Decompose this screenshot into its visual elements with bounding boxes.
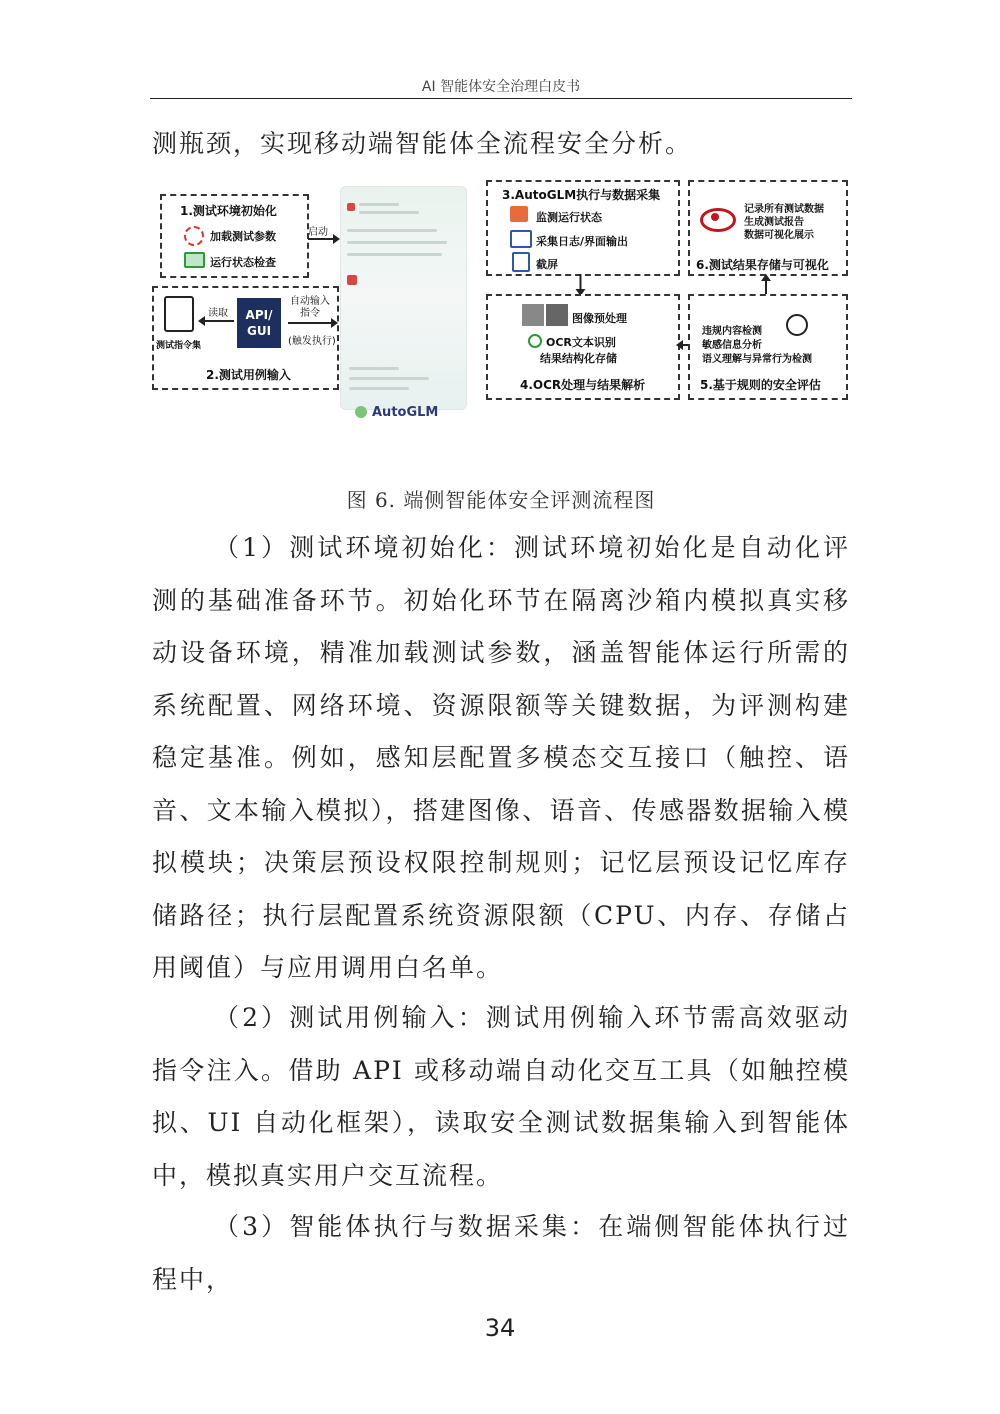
image-icon — [522, 304, 544, 326]
box5-title: 5.基于规则的安全评估 — [700, 378, 821, 392]
loading-icon — [184, 226, 204, 246]
image-icon — [546, 304, 568, 326]
arrow-3-to-4 — [580, 274, 582, 292]
autoglm-logo-icon — [355, 406, 367, 418]
box5-item2: 敏感信息分析 — [702, 340, 762, 351]
screenshot-icon — [512, 252, 530, 272]
phone-line — [347, 253, 442, 256]
box3-item2: 采集日志/界面输出 — [536, 235, 629, 248]
eye-pupil-icon — [711, 213, 719, 221]
phone-line — [347, 241, 447, 244]
gui-label: GUI — [246, 324, 272, 338]
box4-title: 4.OCR处理与结果解析 — [520, 378, 646, 392]
box6-item2: 生成测试报告 — [744, 217, 804, 228]
box6-item3: 数据可视化展示 — [744, 230, 814, 241]
log-icon — [510, 230, 532, 248]
arrow-5-to-6 — [765, 278, 767, 294]
start-label: 启动 — [308, 227, 328, 238]
database-search-icon — [786, 314, 808, 336]
phone-line — [349, 377, 429, 380]
eye-icon — [700, 208, 736, 232]
phone-line — [359, 203, 399, 206]
box3-item1: 监测运行状态 — [536, 211, 602, 224]
box4-item3: 结果结构化存储 — [540, 352, 617, 365]
paragraph-1: （1）测试环境初始化：测试环境初始化是自动化评测的基础准备环节。初始化环节在隔离沙箱内模拟真实移动设备环境，精准加载测试参数，涵盖智能体运行所需的系统配置、网络环境、资源限额等关键数据，为评测构建稳定基准。例如，感知层配置多模态交互接口（触控、语音、文本输入模拟），搭建图像、语音、传感器数据输入模拟模块；决策层预设权限控制规则；记忆层预设记忆库存储路径；执行层配置系统资源限额（CPU、内存、存储占用阈值）与应用调用白名单。 — [152, 533, 850, 982]
input-arrow — [288, 322, 336, 324]
box-env-init — [160, 194, 309, 278]
read-arrow — [200, 320, 234, 322]
box6-title: 6.测试结果存储与可视化 — [696, 258, 829, 272]
paragraph-3: （3）智能体执行与数据采集：在端侧智能体执行过程中， — [152, 1212, 850, 1294]
box1-title: 1.测试环境初始化 — [180, 204, 277, 218]
phone-line — [349, 387, 409, 390]
clipboard-icon — [164, 296, 194, 332]
monitor-icon — [184, 252, 205, 268]
box2-title: 2.测试用例输入 — [206, 368, 291, 382]
page-number: 34 — [484, 1314, 516, 1342]
box4-item1: 图像预处理 — [572, 312, 627, 325]
box4-item2: OCR文本识别 — [546, 336, 616, 349]
intro-line: 测瓶颈，实现移动端智能体全流程安全分析。 — [152, 129, 693, 158]
box6-item1: 记录所有测试数据 — [744, 204, 824, 215]
read-label: 读取 — [208, 308, 228, 319]
auto-input-label2: 指令 — [300, 308, 320, 319]
running-header: AI 智能体安全治理白皮书 — [421, 79, 581, 95]
api-label: API/ — [245, 308, 273, 322]
box5-item1: 违规内容检测 — [702, 326, 762, 337]
app-icon — [347, 275, 357, 285]
api-gui-block — [237, 298, 281, 348]
box-rule-eval — [688, 294, 848, 400]
box-exec-collect — [486, 180, 680, 276]
phone-brand: AutoGLM — [372, 405, 439, 420]
box5-item3: 语义理解与异常行为检测 — [702, 354, 812, 365]
phone-line — [359, 211, 419, 214]
auto-input-label1: 自动输入 — [290, 296, 330, 307]
dataset-label: 测试指令集 — [156, 341, 202, 351]
box3-title: 3.AutoGLM执行与数据采集 — [502, 188, 661, 202]
monitor-status-icon — [510, 206, 528, 222]
header-rule — [150, 98, 852, 99]
trigger-label: (触发执行) — [288, 336, 336, 347]
arrow-5-to-4 — [678, 344, 688, 346]
box1-item2: 运行状态检查 — [210, 256, 276, 269]
phone-line — [347, 229, 437, 232]
start-arrow — [308, 238, 338, 240]
app-icon — [347, 203, 355, 211]
ocr-search-icon — [528, 334, 542, 348]
box1-item1: 加载测试参数 — [210, 230, 276, 243]
paragraph-2: （2）测试用例输入：测试用例输入环节需高效驱动指令注入。借助 API 或移动端自动化交互工具（如触控模拟、UI 自动化框架），读取安全测试数据集输入到智能体中，模拟真实用户交互流程。 — [152, 1003, 850, 1190]
box3-item3: 截屏 — [536, 258, 558, 271]
flowchart-figure — [150, 174, 852, 430]
phone-line — [349, 367, 399, 370]
box-store-visualize — [688, 180, 848, 276]
figure-caption: 图 6. 端侧智能体安全评测流程图 — [346, 488, 656, 512]
box-ocr — [486, 294, 680, 400]
phone-mockup — [340, 186, 467, 410]
